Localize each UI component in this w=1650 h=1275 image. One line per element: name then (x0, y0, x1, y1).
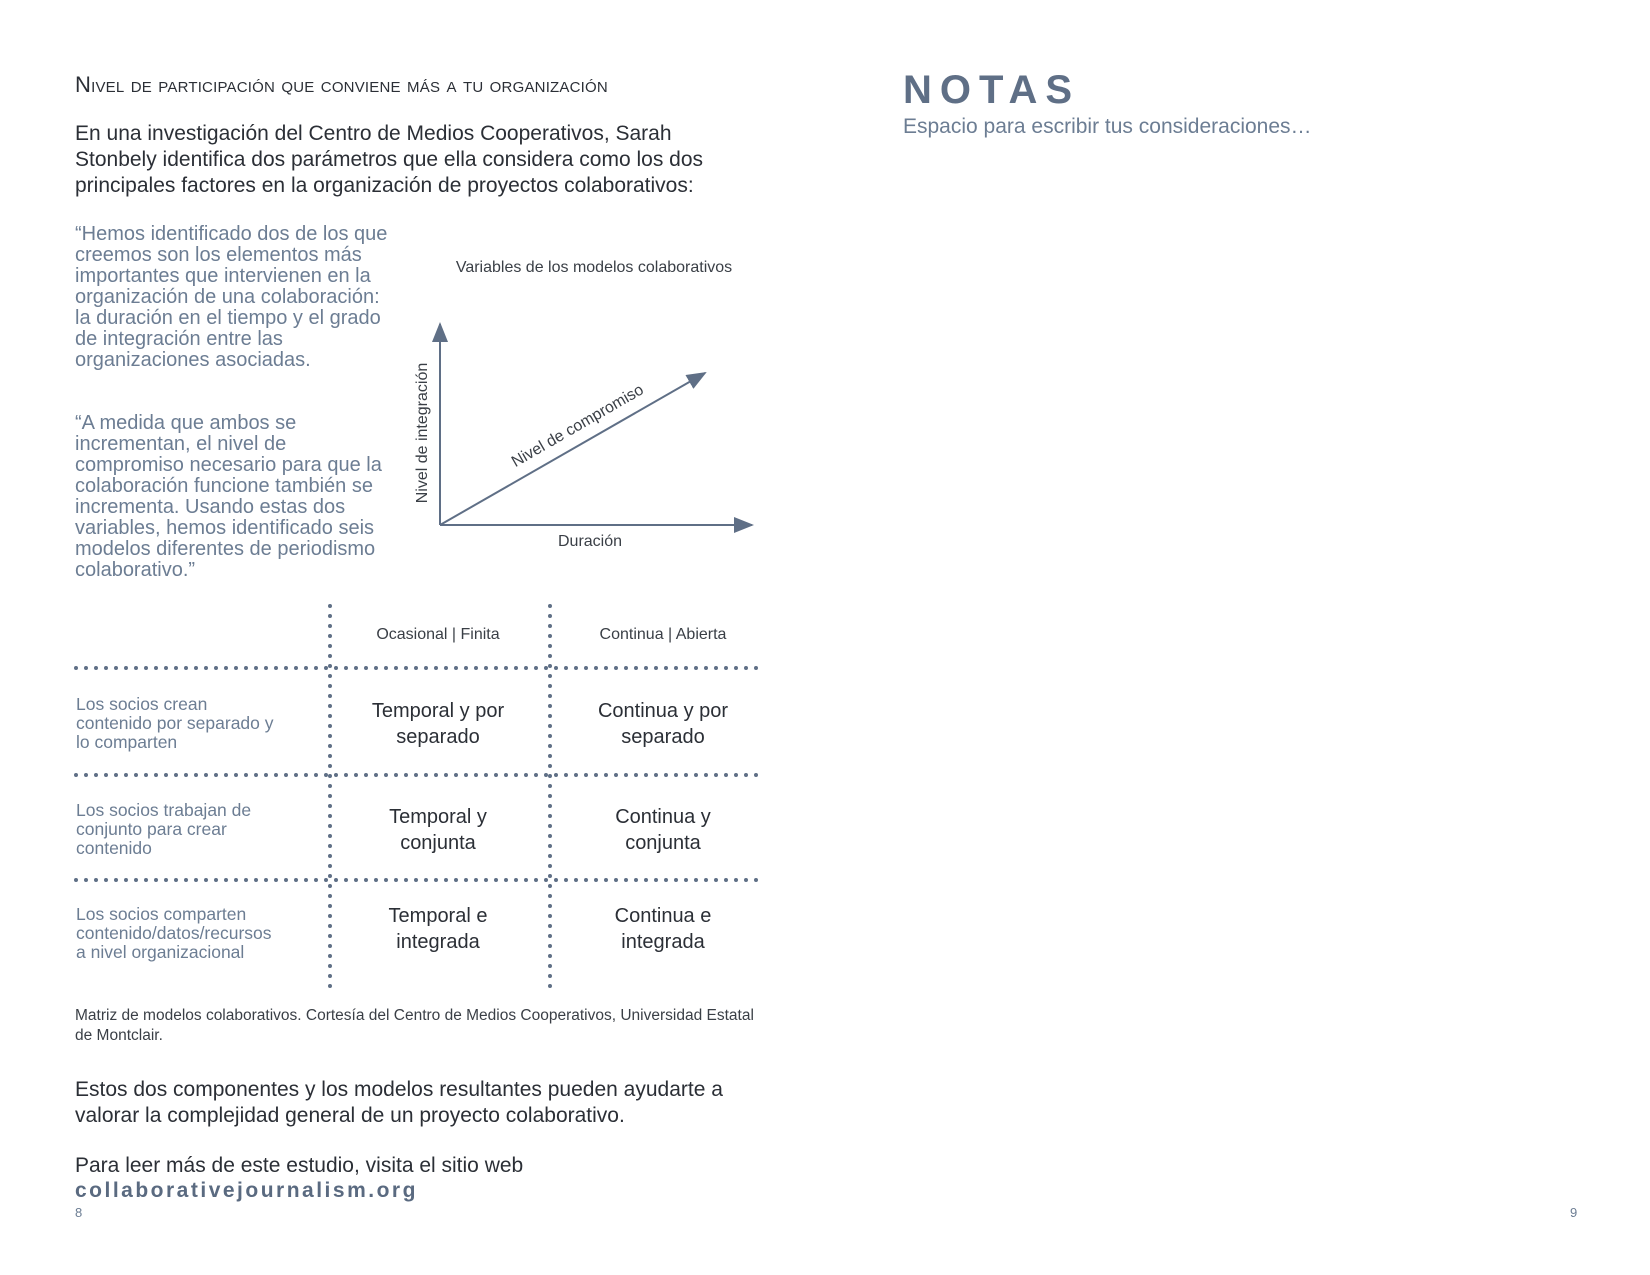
diagonal-label: Nivel de compromiso (508, 381, 647, 471)
y-axis-label: Nivel de integración (414, 362, 431, 504)
matrix-cell: Temporal e (388, 905, 488, 927)
quote-paragraph-1: “Hemos identificado dos de los que creemos son los elementos más importantes que intervienen en la organización de una colaboración: la duración en el tiempo y el grado de integración entre las organizaciones asociadas. (75, 223, 388, 371)
matrix-row-2 (76, 800, 711, 858)
matrix-cell: integrada (621, 931, 705, 953)
matrix-cell: Temporal y por (371, 700, 505, 722)
website-link[interactable]: collaborativejournalism.org (75, 1179, 418, 1202)
column-header-continuous: Continua | Abierta (599, 626, 727, 643)
diagram-title: Variables de los modelos colaborativos (455, 259, 733, 276)
matrix-cell: separado (396, 726, 480, 748)
closing-paragraph: Estos dos componentes y los modelos resultantes pueden ayudarte a valorar la complejidad general de un proyecto colaborativo. (75, 1078, 723, 1127)
row-label: contenido por separado y (76, 713, 274, 733)
page-number-left: 8 (75, 1205, 83, 1220)
matrix-cell: separado (621, 726, 705, 748)
collaboration-variables-diagram (400, 248, 770, 563)
row-label: conjunto para crear (76, 819, 227, 839)
matrix-cell: conjunta (400, 832, 476, 854)
section-heading: Nivel de participación que conviene más a tu organización (75, 72, 608, 97)
quote-paragraph-2: “A medida que ambos se incrementan, el nivel de compromiso necesario para que la colaboración funcione también se incrementa. Usando estas dos variables, hemos identificado seis modelos diferentes de periodismo colaborativo.” (75, 412, 382, 581)
matrix-cell: Continua e (614, 905, 712, 927)
matrix-cell: Temporal y (389, 806, 487, 828)
row-label: Los socios trabajan de (76, 800, 252, 820)
matrix-cell: integrada (396, 931, 480, 953)
matrix-cell: Continua y por (597, 700, 729, 722)
page-number-right: 9 (1570, 1205, 1578, 1220)
column-header-occasional: Ocasional | Finita (376, 626, 500, 643)
collaborative-models-matrix (70, 600, 770, 995)
x-axis-label: Duración (557, 533, 623, 550)
matrix-cell: Continua y (615, 806, 711, 828)
commitment-arrow (440, 373, 705, 525)
row-label: contenido (76, 838, 152, 858)
notes-subtitle: Espacio para escribir tus consideraciones… (903, 115, 1312, 138)
row-label: Los socios crean (76, 694, 208, 714)
row-label: a nivel organizacional (76, 942, 245, 962)
matrix-cell: conjunta (625, 832, 701, 854)
notes-title: NOTAS (903, 68, 1081, 112)
matrix-row-1 (76, 694, 728, 752)
intro-paragraph: En una investigación del Centro de Medios Cooperativos, Sarah Stonbely identifica dos parámetros que ella considera como los dos principales factores en la organización de proyectos colaborativos: (75, 122, 704, 197)
matrix-caption: Matriz de modelos colaborativos. Cortesía del Centro de Medios Cooperativos, Universidad Estatal de Montclair. (75, 1007, 754, 1044)
row-label: contenido/datos/recursos (76, 923, 272, 943)
row-label: lo comparten (76, 732, 178, 752)
matrix-row-3 (76, 904, 711, 962)
row-label: Los socios comparten (76, 904, 247, 924)
read-more-text: Para leer más de este estudio, visita el sitio web (75, 1154, 524, 1177)
